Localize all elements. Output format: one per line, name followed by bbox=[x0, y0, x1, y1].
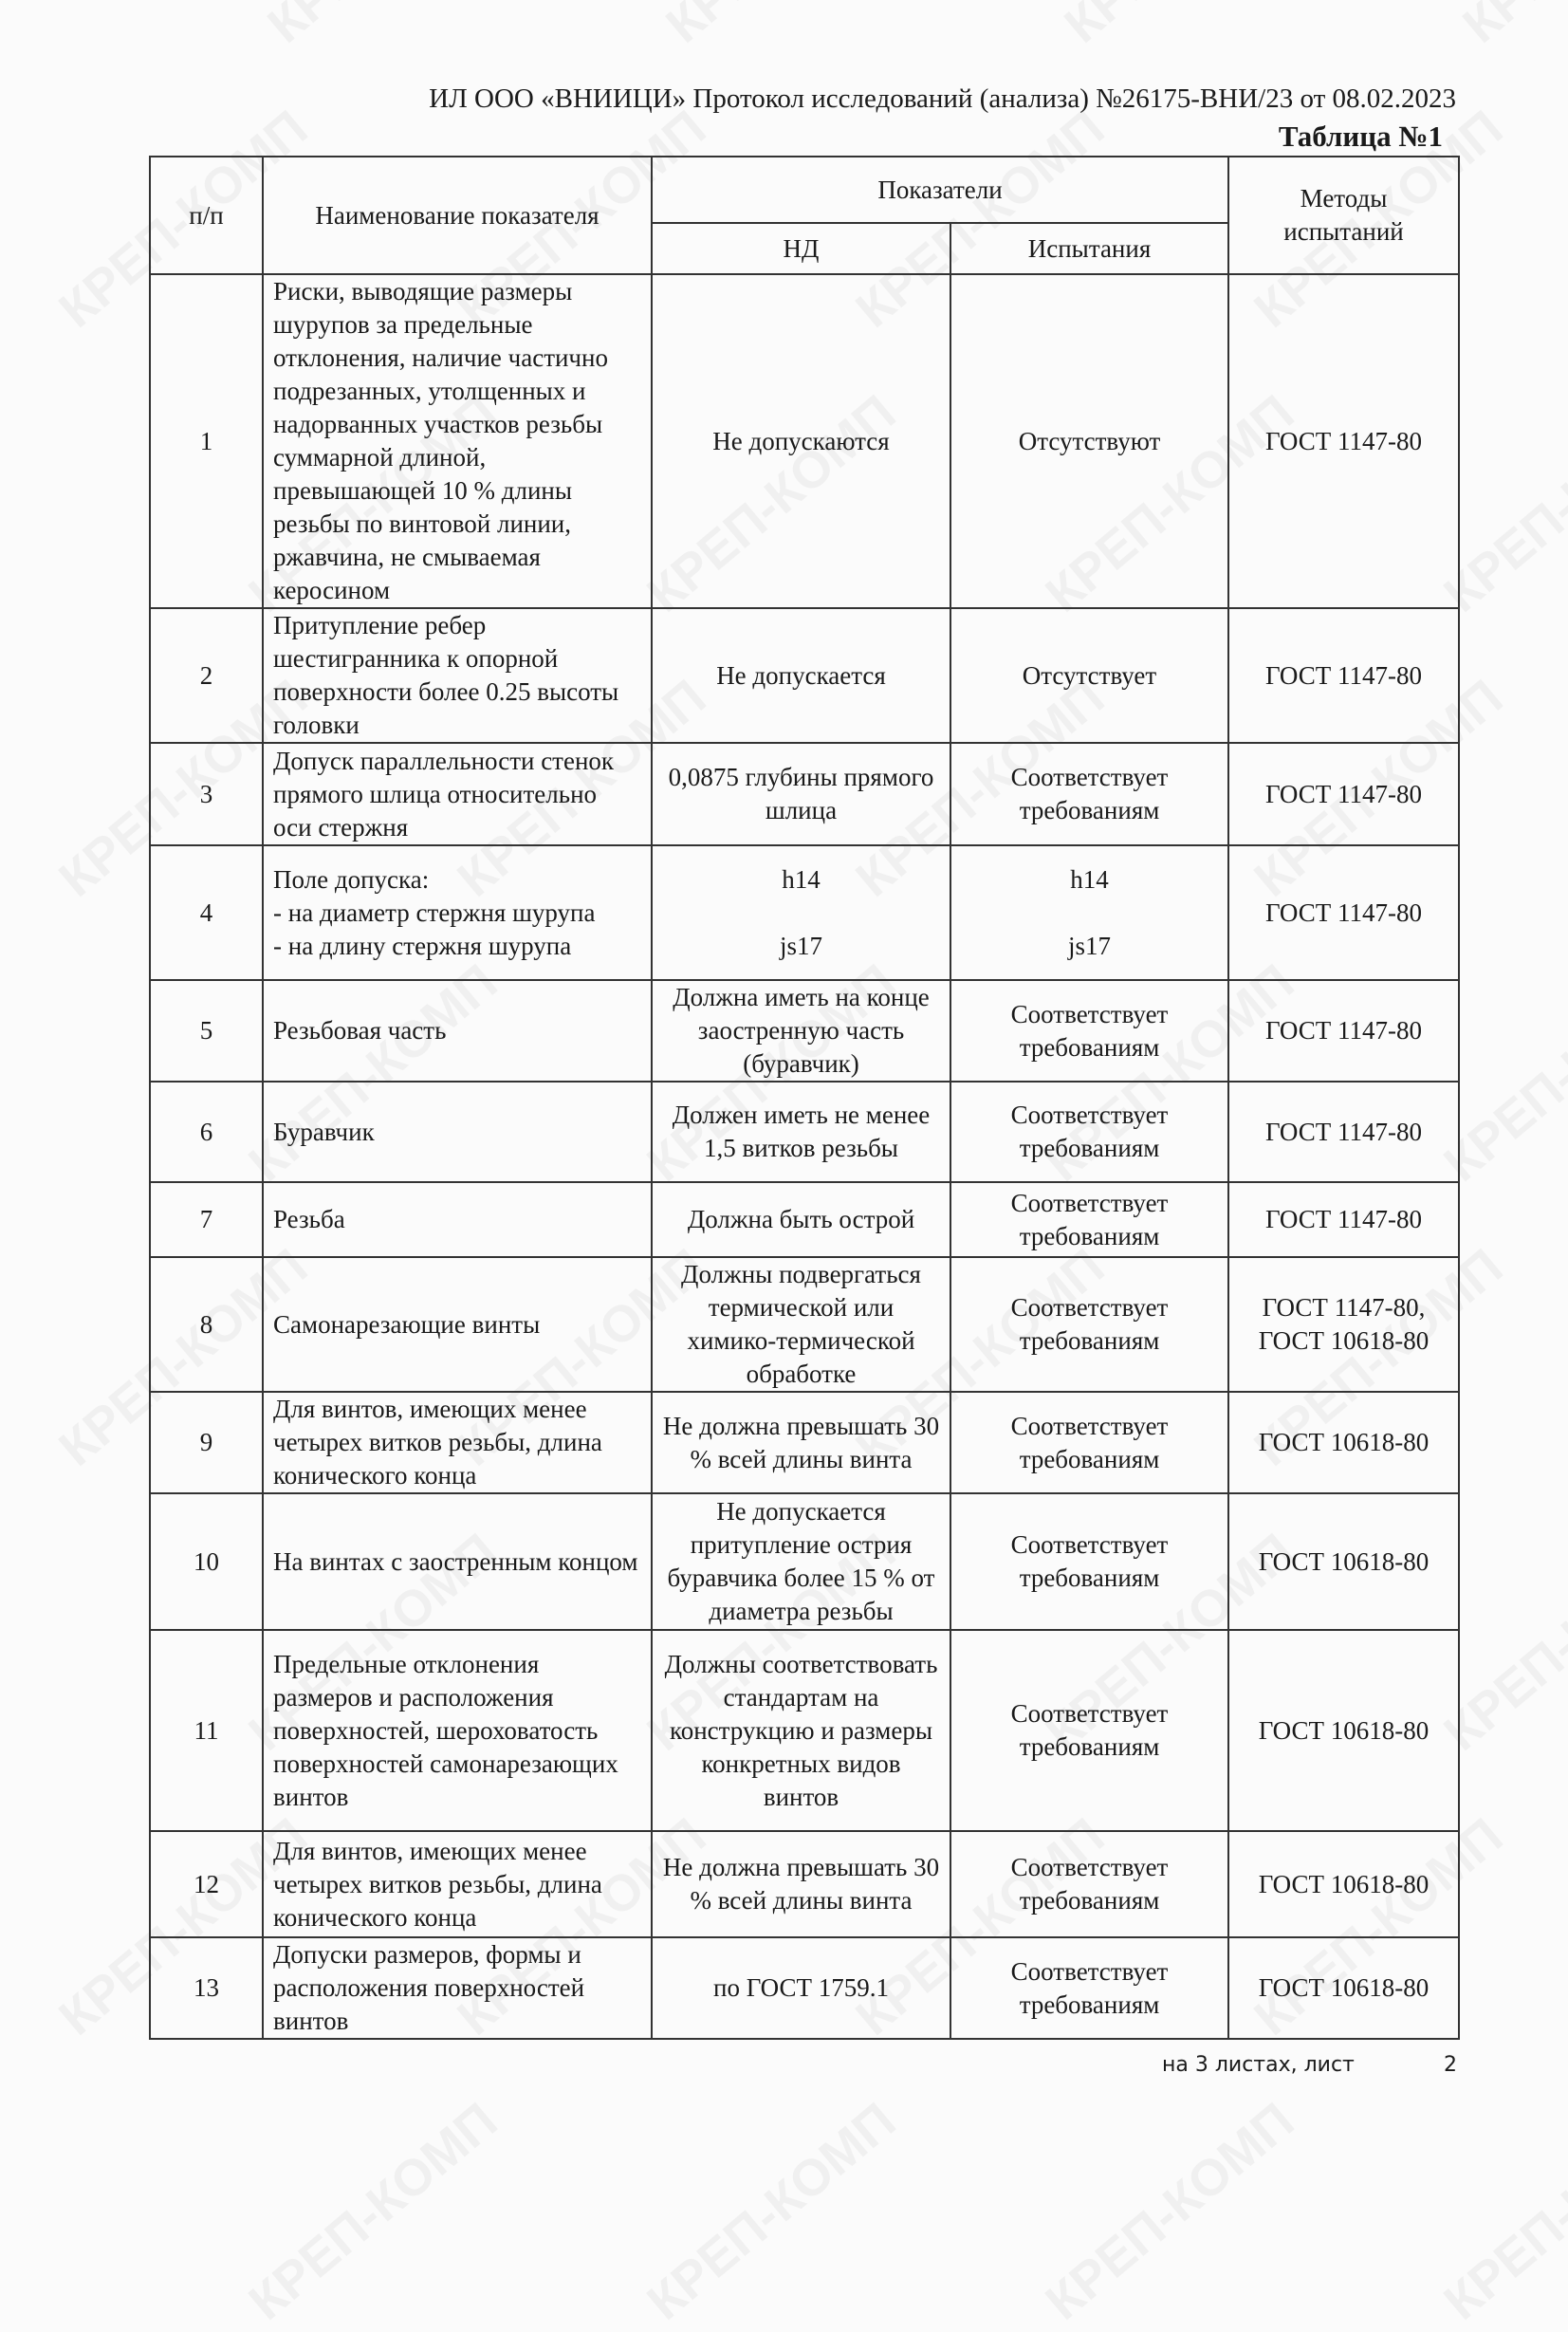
test-result: Соответствует требованиям bbox=[950, 1630, 1228, 1831]
indicator-name: Резьба bbox=[263, 1182, 652, 1257]
table-row bbox=[150, 845, 1459, 980]
table-row bbox=[150, 1630, 1459, 1831]
test-method: ГОСТ 1147-80 bbox=[1228, 1182, 1459, 1257]
test-method: ГОСТ 1147-80 bbox=[1228, 845, 1459, 980]
test-result: Соответствует требованиям bbox=[950, 1182, 1228, 1257]
watermark-logo bbox=[0, 0, 129, 55]
watermark-logo bbox=[1054, 0, 1324, 55]
header-name: Наименование показателя bbox=[263, 157, 652, 274]
indicator-name: Притупление ребер шестигранника к опорной поверхности более 0.25 высоты головки bbox=[263, 608, 652, 743]
indicator-name: Для винтов, имеющих менее четырех витков резьбы, длина конического конца bbox=[263, 1831, 652, 1937]
indicator-name: На винтах с заостренным концом bbox=[263, 1493, 652, 1630]
row-number: 5 bbox=[150, 980, 263, 1082]
table-title: Таблица №1 bbox=[1278, 120, 1443, 153]
test-method: ГОСТ 10618-80 bbox=[1228, 1392, 1459, 1493]
test-result: Соответствует требованиям bbox=[950, 1493, 1228, 1630]
nd-value: Не должна превышать 30 % всей длины винта bbox=[652, 1831, 950, 1937]
test-method: ГОСТ 1147-80 bbox=[1228, 608, 1459, 743]
nd-value: Не допускается bbox=[652, 608, 950, 743]
test-method: ГОСТ 10618-80 bbox=[1228, 1493, 1459, 1630]
test-result: h14 js17 bbox=[950, 845, 1228, 980]
watermark-logo bbox=[1035, 2091, 1305, 2332]
row-number: 8 bbox=[150, 1257, 263, 1392]
nd-value: Должны подвергаться термической или химико-термической обработке bbox=[652, 1257, 950, 1392]
row-number: 9 bbox=[150, 1392, 263, 1493]
table-row bbox=[150, 1392, 1459, 1493]
header-indicators: Показатели bbox=[652, 157, 1228, 223]
test-method: ГОСТ 10618-80 bbox=[1228, 1831, 1459, 1937]
watermark-logo bbox=[238, 2091, 508, 2332]
test-result: Отсутствует bbox=[950, 608, 1228, 743]
page-number: 2 bbox=[1444, 2053, 1457, 2077]
row-number: 10 bbox=[150, 1493, 263, 1630]
row-number: 6 bbox=[150, 1082, 263, 1182]
test-result: Соответствует требованиям bbox=[950, 1831, 1228, 1937]
table-row bbox=[150, 274, 1459, 608]
row-number: 11 bbox=[150, 1630, 263, 1831]
header-methods: Методы испытаний bbox=[1228, 157, 1459, 274]
test-method: ГОСТ 10618-80 bbox=[1228, 1937, 1459, 2039]
nd-value: h14 js17 bbox=[652, 845, 950, 980]
nd-value: Не допускаются bbox=[652, 274, 950, 608]
test-result: Соответствует требованиям bbox=[950, 743, 1228, 845]
nd-value: Не должна превышать 30 % всей длины винта bbox=[652, 1392, 950, 1493]
indicator-name: Поле допуска: - на диаметр стержня шурупа - на длину стержня шурупа bbox=[263, 845, 652, 980]
table-row bbox=[150, 1831, 1459, 1937]
test-method: ГОСТ 1147-80 bbox=[1228, 980, 1459, 1082]
header-test: Испытания bbox=[950, 223, 1228, 274]
test-method: ГОСТ 1147-80 bbox=[1228, 274, 1459, 608]
test-result: Соответствует требованиям bbox=[950, 1392, 1228, 1493]
indicator-name: Для винтов, имеющих менее четырех витков резьбы, длина конического конца bbox=[263, 1392, 652, 1493]
table-row bbox=[150, 743, 1459, 845]
test-result: Соответствует требованиям bbox=[950, 1937, 1228, 2039]
row-number: 7 bbox=[150, 1182, 263, 1257]
test-result: Соответствует требованиям bbox=[950, 980, 1228, 1082]
indicator-name: Резьбовая часть bbox=[263, 980, 652, 1082]
row-number: 4 bbox=[150, 845, 263, 980]
row-number: 1 bbox=[150, 274, 263, 608]
nd-value: Должны соответствовать стандартам на конструкцию и размеры конкретных видов винтов bbox=[652, 1630, 950, 1831]
nd-value: Должна быть острой bbox=[652, 1182, 950, 1257]
nd-value: по ГОСТ 1759.1 bbox=[652, 1937, 950, 2039]
table-row bbox=[150, 1493, 1459, 1630]
indicator-name: Буравчик bbox=[263, 1082, 652, 1182]
table-row bbox=[150, 1082, 1459, 1182]
test-method: ГОСТ 1147-80 bbox=[1228, 1082, 1459, 1182]
test-method: ГОСТ 10618-80 bbox=[1228, 1630, 1459, 1831]
indicator-name: Предельные отклонения размеров и расположения поверхностей, шероховатость поверхностей самонарезающих винтов bbox=[263, 1630, 652, 1831]
row-number: 12 bbox=[150, 1831, 263, 1937]
watermark-logo bbox=[257, 0, 527, 55]
header-num: п/п bbox=[150, 157, 263, 274]
sheet-count: на 3 листах, лист bbox=[1162, 2053, 1355, 2077]
indicator-name: Самонарезающие винты bbox=[263, 1257, 652, 1392]
indicator-name: Допуск параллельности стенок прямого шлица относительно оси стержня bbox=[263, 743, 652, 845]
nd-value: Должна иметь на конце заостренную часть (буравчик) bbox=[652, 980, 950, 1082]
watermark-logo bbox=[655, 0, 926, 55]
test-method: ГОСТ 1147-80, ГОСТ 10618-80 bbox=[1228, 1257, 1459, 1392]
test-result: Отсутствуют bbox=[950, 274, 1228, 608]
nd-value: 0,0875 глубины прямого шлица bbox=[652, 743, 950, 845]
header-nd: НД bbox=[652, 223, 950, 274]
table-row bbox=[150, 1937, 1459, 2039]
watermark-logo bbox=[636, 2091, 907, 2332]
test-result: Соответствует требованиям bbox=[950, 1082, 1228, 1182]
row-number: 13 bbox=[150, 1937, 263, 2039]
watermark-logo bbox=[1452, 0, 1568, 55]
nd-value: Должен иметь не менее 1,5 витков резьбы bbox=[652, 1082, 950, 1182]
nd-value: Не допускается притупление острия буравчика более 15 % от диаметра резьбы bbox=[652, 1493, 950, 1630]
table-row bbox=[150, 1257, 1459, 1392]
row-number: 3 bbox=[150, 743, 263, 845]
indicator-name: Риски, выводящие размеры шурупов за предельные отклонения, наличие частично подрезанных, утолщенных и надорванных участков резьбы суммарной длиной, превышающей 10 % длины резьбы по винтовой линии, ржавчина, не смываемая керосином bbox=[263, 274, 652, 608]
document-header: ИЛ ООО «ВНИИЦИ» Протокол исследований (анализа) №26175-ВНИ/23 от 08.02.2023 bbox=[429, 83, 1456, 114]
table-row bbox=[150, 980, 1459, 1082]
test-method: ГОСТ 1147-80 bbox=[1228, 743, 1459, 845]
table-row bbox=[150, 608, 1459, 743]
indicator-name: Допуски размеров, формы и расположения поверхностей винтов bbox=[263, 1937, 652, 2039]
watermark-logo bbox=[1433, 2091, 1568, 2332]
table-row bbox=[150, 1182, 1459, 1257]
test-result: Соответствует требованиям bbox=[950, 1257, 1228, 1392]
results-table bbox=[149, 156, 1460, 2040]
row-number: 2 bbox=[150, 608, 263, 743]
